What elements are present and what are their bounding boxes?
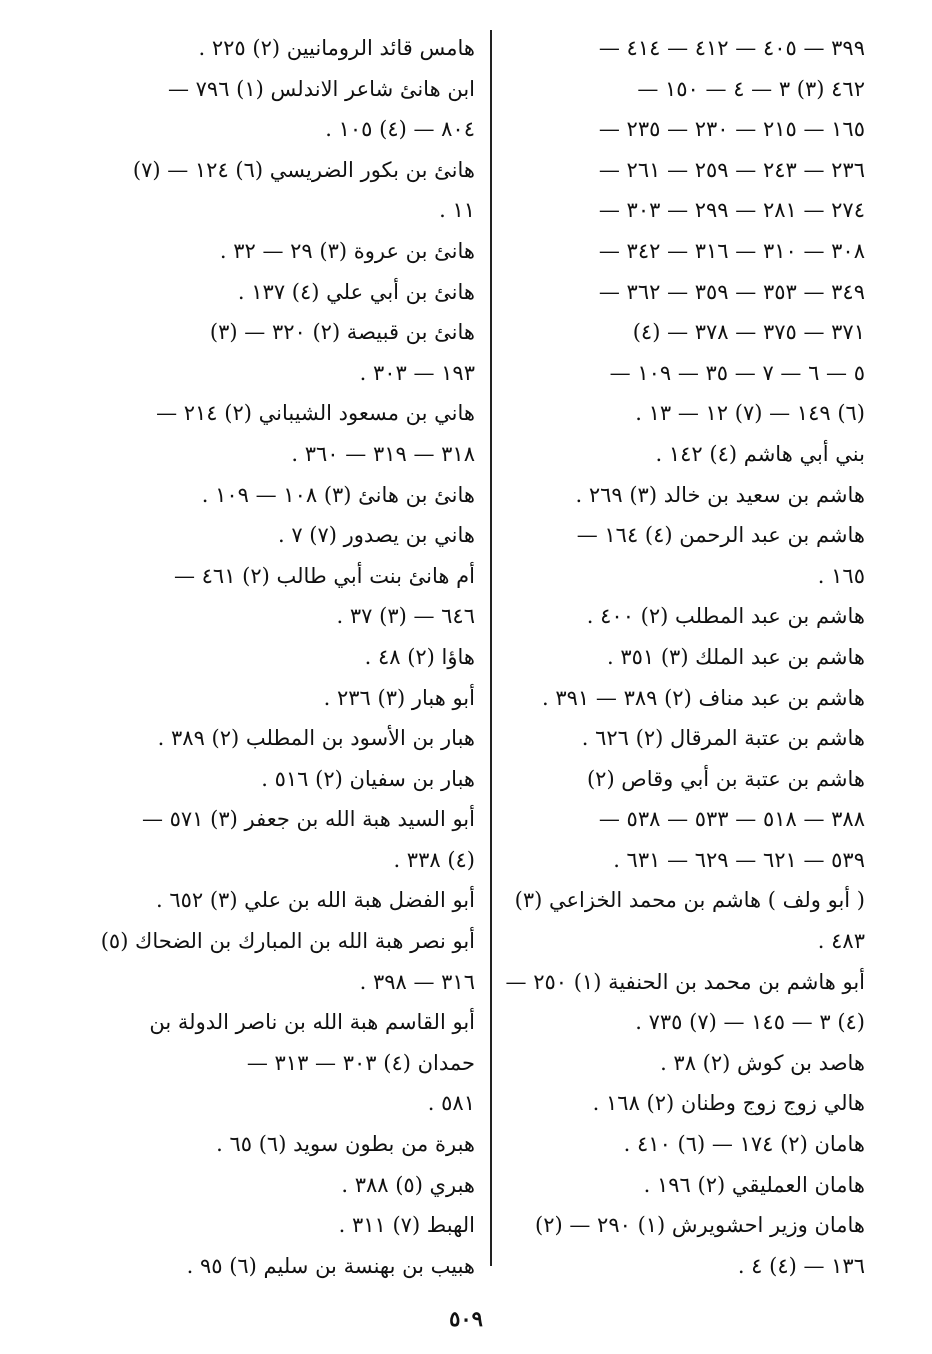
- index-line: هاشم بن سعيد بن خالد (٣) ٢٦٩ .: [575, 482, 865, 507]
- column-divider: [490, 30, 492, 1266]
- index-line: هانئ بن عروة (٣) ٢٩ — ٣٢ .: [219, 238, 475, 263]
- index-line: هاشم بن عبد المطلب (٢) ٤٠٠ .: [586, 604, 865, 629]
- index-line: هاشم بن عتبة بن أبي وقاص (٢): [586, 766, 865, 791]
- index-line: ابن هانئ شاعر الاندلس (١) ٧٩٦ —: [167, 76, 475, 101]
- index-line: ٦٤٦ — (٣) ٣٧ .: [336, 604, 475, 629]
- index-line: ٢٣٦ — ٢٤٣ — ٢٥٩ — ٢٦١ —: [598, 157, 865, 182]
- index-line: الهبط (٧) ٣١١ .: [338, 1213, 475, 1238]
- index-line: ٢٧٤ — ٢٨١ — ٢٩٩ — ٣٠٣ —: [598, 198, 865, 223]
- index-line: أبو نصر هبة الله بن المبارك بن الضحاك (٥): [100, 929, 475, 954]
- index-line: (٦) ١٤٩ — (٧) ١٢ — ١٣ .: [635, 401, 865, 426]
- index-line: أبو السيد هبة الله بن جعفر (٣) ٥٧١ —: [141, 807, 475, 832]
- index-line: أبو الفضل هبة الله بن علي (٣) ٦٥٢ .: [155, 888, 475, 913]
- index-line: هاصد بن كوش (٢) ٣٨ .: [660, 1050, 865, 1075]
- page-number: ٥٠٩: [449, 1306, 483, 1331]
- index-line: هاشم بن عبد مناف (٢) ٣٨٩ — ٣٩١ .: [542, 685, 865, 710]
- index-line: هانئ بن بكور الضريسي (٦) ١٢٤ — (٧): [132, 157, 475, 182]
- index-line: (٤) ٣ — ١٤٥ — (٧) ٧٣٥ .: [635, 1010, 865, 1035]
- index-line: ١٣٦ — (٤) ٤ .: [737, 1253, 865, 1278]
- index-line: هبري (٥) ٣٨٨ .: [341, 1172, 475, 1197]
- index-line: ١١ .: [439, 198, 475, 223]
- index-line: هاؤا (٢) ٤٨ .: [364, 644, 475, 669]
- index-line: أبو هاشم بن محمد بن الحنفية (١) ٢٥٠ —: [505, 969, 865, 994]
- index-line: هانئ بن هانئ (٣) ١٠٨ — ١٠٩ .: [201, 482, 475, 507]
- index-line: هاني بن يصدور (٧) ٧ .: [277, 523, 475, 548]
- left-column: [95, 28, 475, 1286]
- index-line: حمدان (٤) ٣٠٣ — ٣١٣ —: [246, 1050, 475, 1075]
- index-line: ٥٨١ .: [427, 1091, 475, 1116]
- index-line: ٣٨٨ — ٥١٨ — ٥٣٣ — ٥٣٨ —: [598, 807, 865, 832]
- index-line: ٤٨٣ .: [817, 929, 865, 954]
- index-line: (٤) ٣٣٨ .: [393, 847, 475, 872]
- index-line: هاني بن مسعود الشيباني (٢) ٢١٤ —: [156, 401, 475, 426]
- index-line: ٣١٦ — ٣٩٨ .: [359, 969, 475, 994]
- index-line: هبار بن الأسود بن المطلب (٢) ٣٨٩ .: [157, 726, 475, 751]
- index-line: هبرة من بطون سويد (٦) ٦٥ .: [216, 1132, 475, 1157]
- index-line: ٣٧١ — ٣٧٥ — ٣٧٨ — (٤): [632, 320, 865, 345]
- index-line: ١٩٣ — ٣٠٣ .: [359, 360, 475, 385]
- index-line: ٤٦٢ (٣) ٣ — ٤ — ١٥٠ —: [637, 76, 865, 101]
- index-line: هامان العمليقي (٢) ١٩٦ .: [643, 1172, 865, 1197]
- index-line: أبو هبار (٣) ٢٣٦ .: [323, 685, 475, 710]
- index-line: ٨٠٤ — (٤) ١٠٥ .: [325, 117, 475, 142]
- index-line: هامان (٢) ١٧٤ — (٦) ٤١٠ .: [623, 1132, 865, 1157]
- index-line: هاشم بن عبد الملك (٣) ٣٥١ .: [606, 644, 865, 669]
- index-line: أبو القاسم هبة الله بن ناصر الدولة بن: [149, 1010, 475, 1035]
- index-line: هبار بن سفيان (٢) ٥١٦ .: [261, 766, 475, 791]
- index-line: أم هانئ بنت أبي طالب (٢) ٤٦١ —: [173, 563, 475, 588]
- index-line: ٥٣٩ — ٦٢١ — ٦٢٩ — ٦٣١ .: [613, 847, 865, 872]
- right-column: [505, 28, 865, 1286]
- index-line: ١٦٥ — ٢١٥ — ٢٣٠ — ٢٣٥ —: [598, 117, 865, 142]
- index-line: هامس قائد الرومانيين (٢) ٢٢٥ .: [198, 36, 475, 60]
- index-line: هانئ بن قبيصة (٢) ٣٢٠ — (٣): [209, 320, 475, 345]
- index-line: هاشم بن عبد الرحمن (٤) ١٦٤ —: [576, 523, 865, 548]
- index-line: هامان وزير احشويرش (١) ٢٩٠ — (٢): [535, 1213, 865, 1238]
- index-line: ٣٩٩ — ٤٠٥ — ٤١٢ — ٤١٤ —: [598, 36, 865, 60]
- index-line: ٣٠٨ — ٣١٠ — ٣١٦ — ٣٤٢ —: [598, 238, 865, 263]
- index-line: ٣٤٩ — ٣٥٣ — ٣٥٩ — ٣٦٢ —: [598, 279, 865, 304]
- index-line: هاشم بن عتبة المرقال (٢) ٦٢٦ .: [581, 726, 865, 751]
- index-line: بني أبي هاشم (٤) ١٤٢ .: [655, 441, 865, 466]
- index-line: ٣١٨ — ٣١٩ — ٣٦٠ .: [291, 441, 475, 466]
- index-line: ٥ — ٦ — ٧ — ٣٥ — ١٠٩ —: [609, 360, 865, 385]
- index-line: هالي زوج زوج وطنان (٢) ١٦٨ .: [592, 1091, 865, 1116]
- index-line: هبيب بن بهنسة بن سليم (٦) ٩٥ .: [186, 1253, 475, 1278]
- index-line: ( أبو ولف ) هاشم بن محمد الخزاعي (٣): [514, 888, 865, 913]
- index-line: هانئ بن أبي علي (٤) ١٣٧ .: [237, 279, 475, 304]
- index-line: ١٦٥ .: [817, 563, 865, 588]
